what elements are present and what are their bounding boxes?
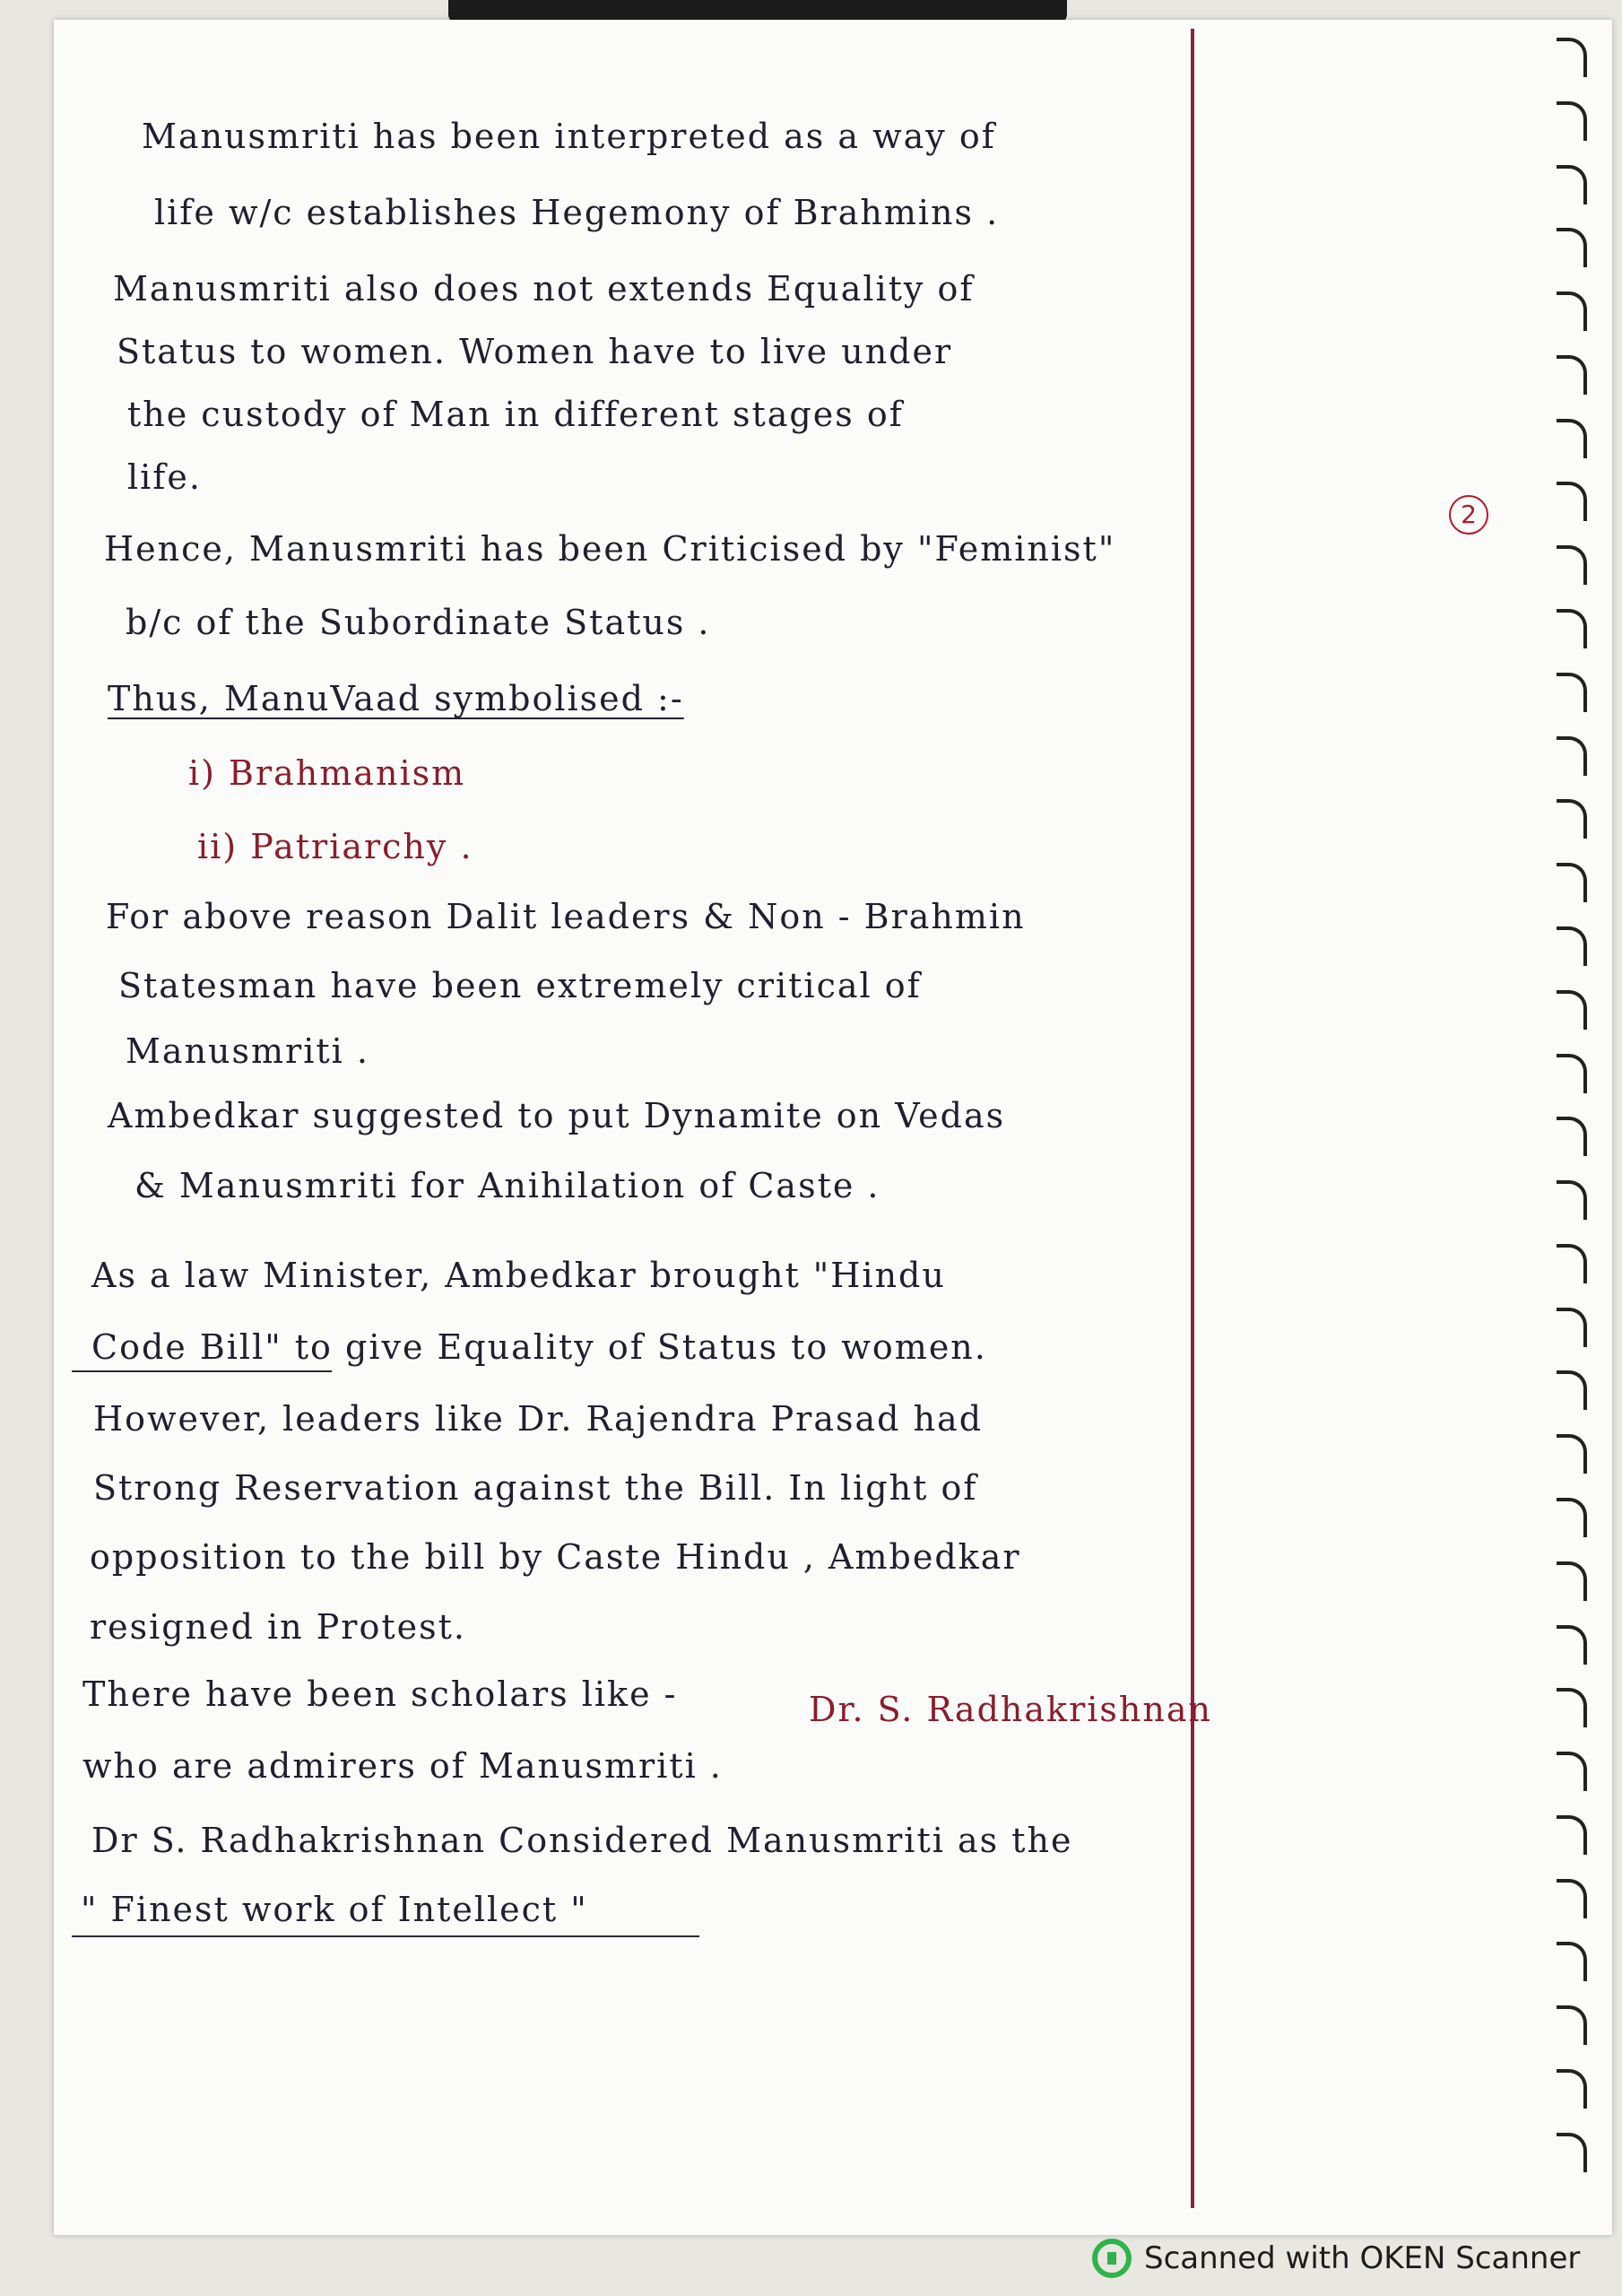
text-line-13: Statesman have been extremely critical of	[118, 966, 922, 1005]
watermark-text: Scanned with OKEN Scanner	[1144, 2240, 1581, 2276]
text-line-3: Manusmriti also does not extends Equality of	[113, 269, 975, 309]
text-line-6: life.	[127, 457, 202, 497]
spiral-binding	[1557, 38, 1619, 2172]
margin-line	[1191, 29, 1194, 2208]
text-line-15: Ambedkar suggested to put Dynamite on Vedas	[108, 1096, 1006, 1135]
text-line-2: life w/c establishes Hegemony of Brahmins .	[154, 193, 1000, 232]
list-item-patriarchy: ii) Patriarchy .	[197, 827, 473, 866]
text-line-20: Strong Reservation against the Bill. In light of	[93, 1468, 978, 1508]
list-item-brahmanism: i) Brahmanism	[188, 753, 466, 793]
text-line-12: For above reason Dalit leaders & Non - Brahmin	[106, 897, 1026, 936]
text-line-27: " Finest work of Intellect "	[81, 1890, 588, 1929]
text-line-26: Dr S. Radhakrishnan Considered Manusmriti as the	[91, 1821, 1073, 1860]
text-line-8: b/c of the Subordinate Status .	[126, 603, 711, 642]
notebook-page	[54, 20, 1612, 2235]
page-number-badge: 2	[1449, 495, 1488, 535]
text-line-9: Thus, ManuVaad symbolised :-	[108, 679, 684, 718]
text-line-23: There have been scholars like -	[82, 1674, 678, 1714]
text-line-4: Status to women. Women have to live under	[117, 332, 953, 371]
radhakrishnan-name: Dr. S. Radhakrishnan	[809, 1690, 1212, 1729]
text-line-5: the custody of Man in different stages of	[127, 395, 904, 434]
text-line-21: opposition to the bill by Caste Hindu , Ambedkar	[90, 1537, 1021, 1577]
oken-scanner-logo-icon	[1092, 2239, 1132, 2278]
text-line-14: Manusmriti .	[126, 1031, 369, 1071]
text-line-7: Hence, Manusmriti has been Criticised by "Feminist"	[104, 529, 1116, 569]
text-line-18: Code Bill" to give Equality of Status to women.	[91, 1327, 987, 1367]
text-line-19: However, leaders like Dr. Rajendra Prasad had	[93, 1399, 984, 1439]
hindu-code-bill-underline	[72, 1370, 332, 1372]
text-line-22: resigned in Protest.	[90, 1607, 466, 1647]
closing-underline	[72, 1935, 699, 1937]
text-line-17: As a law Minister, Ambedkar brought "Hindu	[91, 1256, 946, 1295]
scanner-watermark	[1092, 2237, 1580, 2280]
text-line-16: & Manusmriti for Anihilation of Caste .	[134, 1166, 880, 1205]
text-line-1: Manusmriti has been interpreted as a way of	[142, 117, 996, 156]
text-line-25: who are admirers of Manusmriti .	[82, 1746, 723, 1786]
